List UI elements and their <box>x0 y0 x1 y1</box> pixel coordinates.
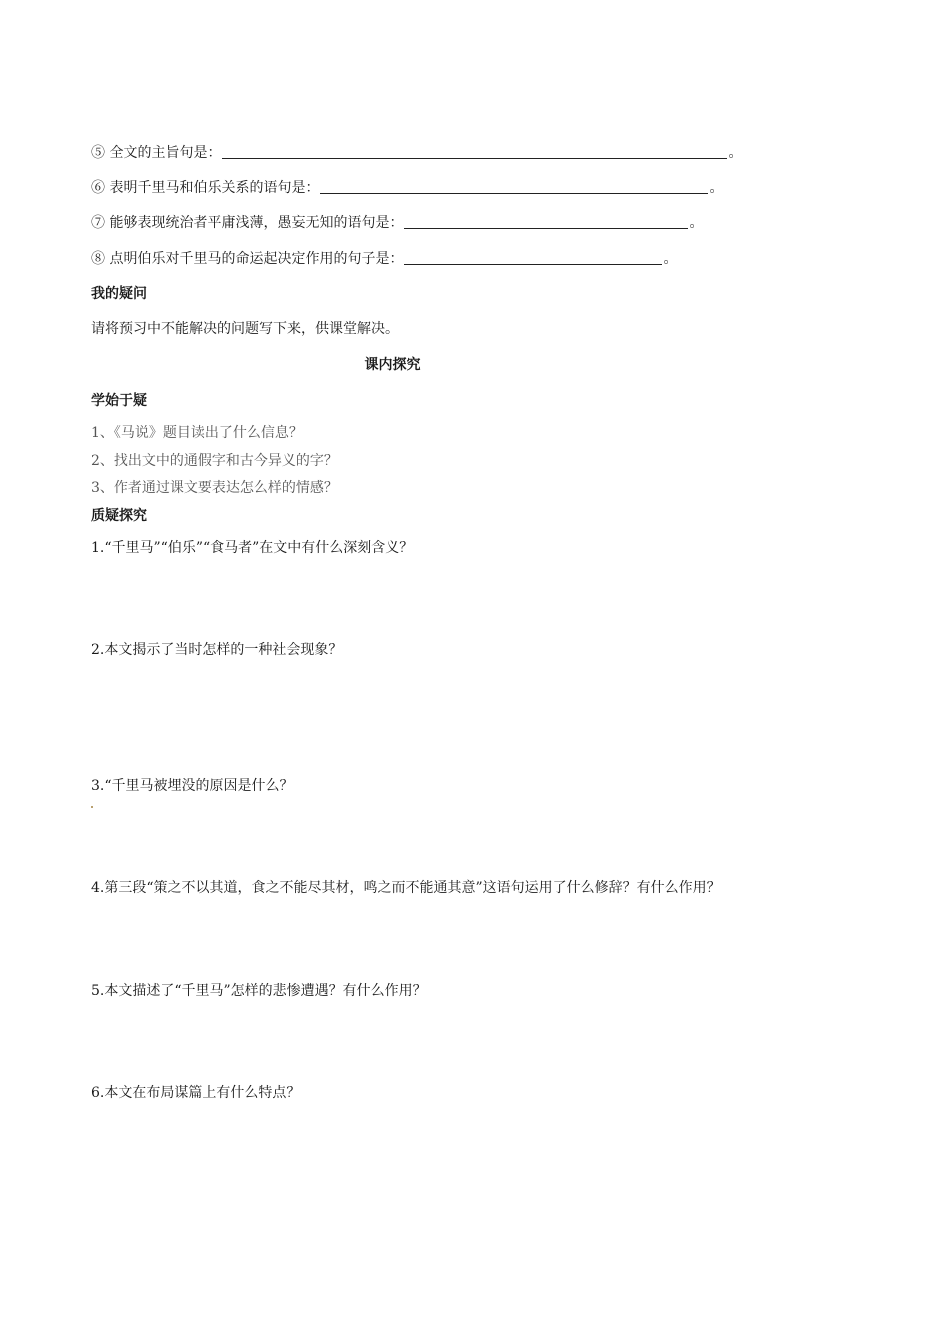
stray-mark <box>91 806 93 808</box>
fill-item-label: ⑦ 能够表现统治者平庸浅薄，愚妄无知的语句是： <box>91 215 404 231</box>
fill-item-8 <box>91 248 677 268</box>
answer-blank[interactable] <box>404 214 688 229</box>
fill-item-label: ⑧ 点明伯乐对千里马的命运起决定作用的句子是： <box>91 251 404 267</box>
answer-blank[interactable] <box>320 179 708 194</box>
fill-item-label: ⑤ 全文的主旨句是： <box>91 145 222 161</box>
fill-item-label: ⑥ 表明千里马和伯乐关系的语句是： <box>91 180 320 196</box>
fill-item-end: 。 <box>663 251 678 267</box>
learn-doubt-item: 3、作者通过课文要表达怎么样的情感？ <box>91 480 338 496</box>
inquiry-question-5: 5.本文描述了“千里马”怎样的悲惨遭遇？有什么作用？ <box>91 983 427 999</box>
fill-item-end: 。 <box>728 145 743 161</box>
inquiry-question-1: 1.“千里马”“伯乐”“食马者”在文中有什么深刻含义？ <box>91 540 414 556</box>
answer-blank[interactable] <box>404 250 662 265</box>
fill-item-5 <box>91 142 742 162</box>
fill-item-7 <box>91 212 703 232</box>
fill-item-6 <box>91 177 723 197</box>
learn-doubt-item: 1、《马说》题目读出了什么信息？ <box>91 425 303 441</box>
learn-doubt-heading: 学始于疑 <box>91 393 147 409</box>
inquiry-question-3: 3.“千里马被埋没的原因是什么？ <box>91 778 294 794</box>
inquiry-question-4: 4.第三段“策之不以其道，食之不能尽其材，鸣之而不能通其意”这语句运用了什么修辞？有什么作用？ <box>91 880 721 896</box>
my-questions-text: 请将预习中不能解决的问题写下来，供课堂解决。 <box>91 321 399 337</box>
my-questions-heading: 我的疑问 <box>91 286 147 302</box>
inquiry-question-2: 2.本文揭示了当时怎样的一种社会现象？ <box>91 642 343 658</box>
inquiry-question-6: 6.本文在布局谋篇上有什么特点？ <box>91 1085 301 1101</box>
fill-item-end: 。 <box>709 180 724 196</box>
fill-item-end: 。 <box>689 215 704 231</box>
section-title: 课内探究 <box>364 357 421 373</box>
inquiry-heading: 质疑探究 <box>91 508 147 524</box>
answer-blank[interactable] <box>222 144 727 159</box>
learn-doubt-item: 2、找出文中的通假字和古今异义的字？ <box>91 453 338 469</box>
